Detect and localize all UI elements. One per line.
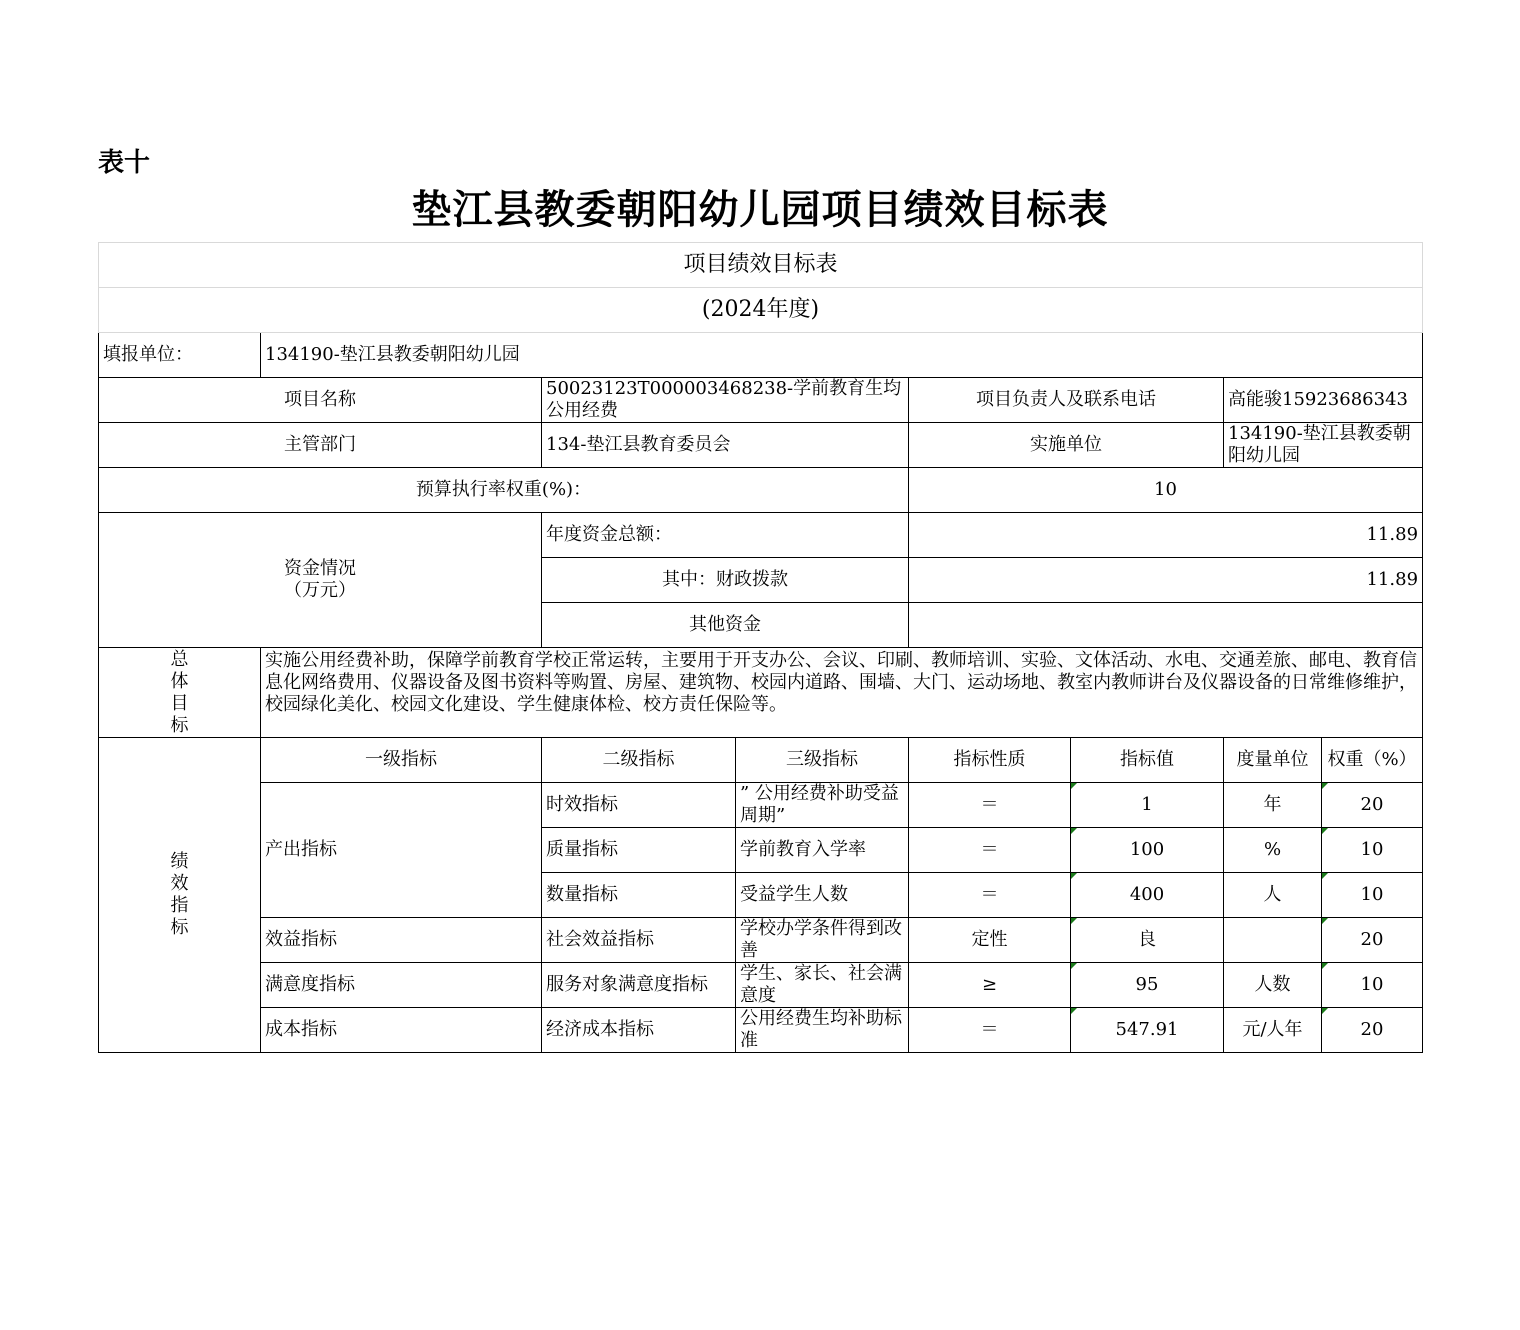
level2-cell: 时效指标 xyxy=(542,783,736,828)
weight-cell: 10 xyxy=(1322,873,1423,918)
level3-cell: 学校办学条件得到改善 xyxy=(736,918,909,963)
unit-cell xyxy=(1224,918,1322,963)
nature-cell: 定性 xyxy=(909,918,1071,963)
funds-label-line2: （万元） xyxy=(284,580,356,601)
level1-cell: 满意度指标 xyxy=(261,963,542,1008)
indicator-char: 效 xyxy=(170,873,189,894)
funds-total-label: 年度资金总额： xyxy=(542,513,909,558)
funds-label xyxy=(99,513,542,648)
value-cell: 良 xyxy=(1071,918,1224,963)
implementing-unit-label: 实施单位 xyxy=(909,423,1224,468)
weight-cell: 10 xyxy=(1322,963,1423,1008)
overall-goal-label xyxy=(99,648,261,738)
budget-weight-value: 10 xyxy=(909,468,1423,513)
value-cell: 100 xyxy=(1071,828,1224,873)
funds-other-label: 其他资金 xyxy=(542,603,909,648)
level3-cell: ” 公用经费补助受益周期” xyxy=(736,783,909,828)
project-name-label: 项目名称 xyxy=(99,378,542,423)
indicator-char: 指 xyxy=(170,895,189,916)
header-level1: 一级指标 xyxy=(261,738,542,783)
level3-cell: 学前教育入学率 xyxy=(736,828,909,873)
value-cell: 400 xyxy=(1071,873,1224,918)
nature-cell: ＝ xyxy=(909,873,1071,918)
level3-cell: 公用经费生均补助标准 xyxy=(736,1008,909,1053)
fill-unit-value: 134190-垫江县教委朝阳幼儿园 xyxy=(261,333,1423,378)
value-cell: 547.91 xyxy=(1071,1008,1224,1053)
value-cell: 1 xyxy=(1071,783,1224,828)
project-contact-value: 高能骏15923686343 xyxy=(1224,378,1423,423)
goal-char: 目 xyxy=(170,692,189,714)
performance-target-table xyxy=(98,242,1423,1053)
level1-cell: 效益指标 xyxy=(261,918,542,963)
table-row xyxy=(99,783,1423,828)
document-title: 垫江县教委朝阳幼儿园项目绩效目标表 xyxy=(411,186,1109,233)
header-level3: 三级指标 xyxy=(736,738,909,783)
project-name-value: 50023123T000003468238-学前教育生均公用经费 xyxy=(542,378,909,423)
unit-cell: 人 xyxy=(1224,873,1322,918)
nature-cell: ＝ xyxy=(909,1008,1071,1053)
header-level2: 二级指标 xyxy=(542,738,736,783)
table-row xyxy=(99,1008,1423,1053)
funds-total-value: 11.89 xyxy=(909,513,1423,558)
header-nature: 指标性质 xyxy=(909,738,1071,783)
overall-goal-text: 实施公用经费补助，保障学前教育学校正常运转，主要用于开支办公、会议、印刷、教师培训、实验、文体活动、水电、交通差旅、邮电、教育信息化网络费用、仪器设备及图书资料等购置、房屋、建筑物、校园内道路、围墙、大门、运动场地、教室内教师讲台及仪器设备的日常维修维护，校园绿化美化、校园文化建设、学生健康体检、校方责任保险等。 xyxy=(261,648,1423,738)
budget-weight-label: 预算执行率权重(%)： xyxy=(99,468,909,513)
funds-fiscal-label: 其中：财政拨款 xyxy=(542,558,909,603)
funds-fiscal-value: 11.89 xyxy=(909,558,1423,603)
weight-cell: 10 xyxy=(1322,828,1423,873)
header-value: 指标值 xyxy=(1071,738,1224,783)
level1-cell: 成本指标 xyxy=(261,1008,542,1053)
indicators-label xyxy=(99,738,261,1053)
implementing-unit-value: 134190-垫江县教委朝阳幼儿园 xyxy=(1224,423,1423,468)
fill-unit-label: 填报单位： xyxy=(99,333,261,378)
table-header-title: 项目绩效目标表 xyxy=(99,243,1423,288)
supervising-dept-label: 主管部门 xyxy=(99,423,542,468)
level2-cell: 数量指标 xyxy=(542,873,736,918)
level3-cell: 受益学生人数 xyxy=(736,873,909,918)
level2-cell: 社会效益指标 xyxy=(542,918,736,963)
funds-other-value xyxy=(909,603,1423,648)
value-cell: 95 xyxy=(1071,963,1224,1008)
table-header-year: (2024年度) xyxy=(99,288,1423,333)
unit-cell: 年 xyxy=(1224,783,1322,828)
level2-cell: 质量指标 xyxy=(542,828,736,873)
level2-cell: 服务对象满意度指标 xyxy=(542,963,736,1008)
nature-cell: ＝ xyxy=(909,828,1071,873)
unit-cell: % xyxy=(1224,828,1322,873)
nature-cell: ≥ xyxy=(909,963,1071,1008)
weight-cell: 20 xyxy=(1322,783,1423,828)
level3-cell: 学生、家长、社会满意度 xyxy=(736,963,909,1008)
nature-cell: ＝ xyxy=(909,783,1071,828)
output-indicator-label: 产出指标 xyxy=(261,783,542,918)
unit-cell: 元/人年 xyxy=(1224,1008,1322,1053)
goal-char: 总 xyxy=(170,648,189,670)
goal-char: 标 xyxy=(170,714,189,736)
weight-cell: 20 xyxy=(1322,1008,1423,1053)
funds-label-line1: 资金情况 xyxy=(284,558,356,579)
supervising-dept-value: 134-垫江县教育委员会 xyxy=(542,423,909,468)
goal-char: 体 xyxy=(170,670,189,692)
indicator-char: 绩 xyxy=(170,851,189,872)
table-row xyxy=(99,918,1423,963)
indicator-char: 标 xyxy=(170,917,189,938)
header-weight: 权重（%） xyxy=(1322,738,1423,783)
table-row xyxy=(99,963,1423,1008)
level2-cell: 经济成本指标 xyxy=(542,1008,736,1053)
table-number: 表十 xyxy=(98,148,151,178)
project-contact-label: 项目负责人及联系电话 xyxy=(909,378,1224,423)
unit-cell: 人数 xyxy=(1224,963,1322,1008)
weight-cell: 20 xyxy=(1322,918,1423,963)
header-unit: 度量单位 xyxy=(1224,738,1322,783)
